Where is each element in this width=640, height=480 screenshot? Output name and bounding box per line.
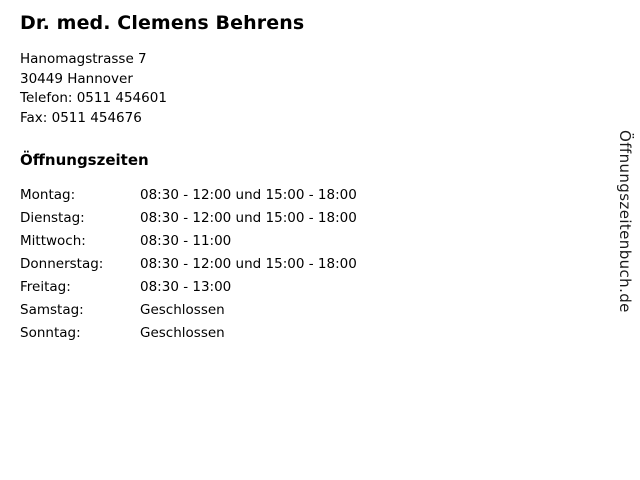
day-label: Montag: [20, 187, 76, 203]
day-label: Donnerstag: [20, 256, 104, 272]
opening-hours-table [20, 186, 357, 347]
day-hours: Geschlossen [140, 325, 225, 341]
day-label: Sonntag: [20, 325, 81, 341]
table-row [20, 301, 357, 324]
opening-hours-heading: Öffnungszeiten [20, 151, 149, 169]
business-info-block [20, 10, 580, 347]
address-block [20, 50, 580, 128]
address-city: 30449 Hannover [20, 70, 133, 87]
address-street: Hanomagstrasse 7 [20, 51, 147, 67]
table-row [20, 278, 357, 301]
day-hours: Geschlossen [140, 302, 225, 318]
phone-number: Telefon: 0511 454601 [20, 90, 167, 106]
table-row [20, 209, 357, 232]
day-label: Dienstag: [20, 210, 85, 226]
day-label: Mittwoch: [20, 233, 86, 249]
table-row [20, 324, 357, 347]
table-row [20, 232, 357, 255]
day-hours: 08:30 - 12:00 und 15:00 - 18:00 [140, 187, 357, 203]
day-hours: 08:30 - 12:00 und 15:00 - 18:00 [140, 210, 357, 226]
day-label: Samstag: [20, 302, 84, 318]
day-label: Freitag: [20, 279, 71, 295]
day-hours: 08:30 - 13:00 [140, 279, 232, 295]
day-hours: 08:30 - 12:00 und 15:00 - 18:00 [140, 256, 357, 272]
day-hours: 08:30 - 11:00 [140, 233, 232, 249]
table-row [20, 186, 357, 209]
page-title: Dr. med. Clemens Behrens [20, 12, 305, 34]
watermark-label: Öffnungszeitenbuch.de [616, 130, 634, 313]
table-row [20, 255, 357, 278]
fax-number: Fax: 0511 454676 [20, 109, 142, 126]
